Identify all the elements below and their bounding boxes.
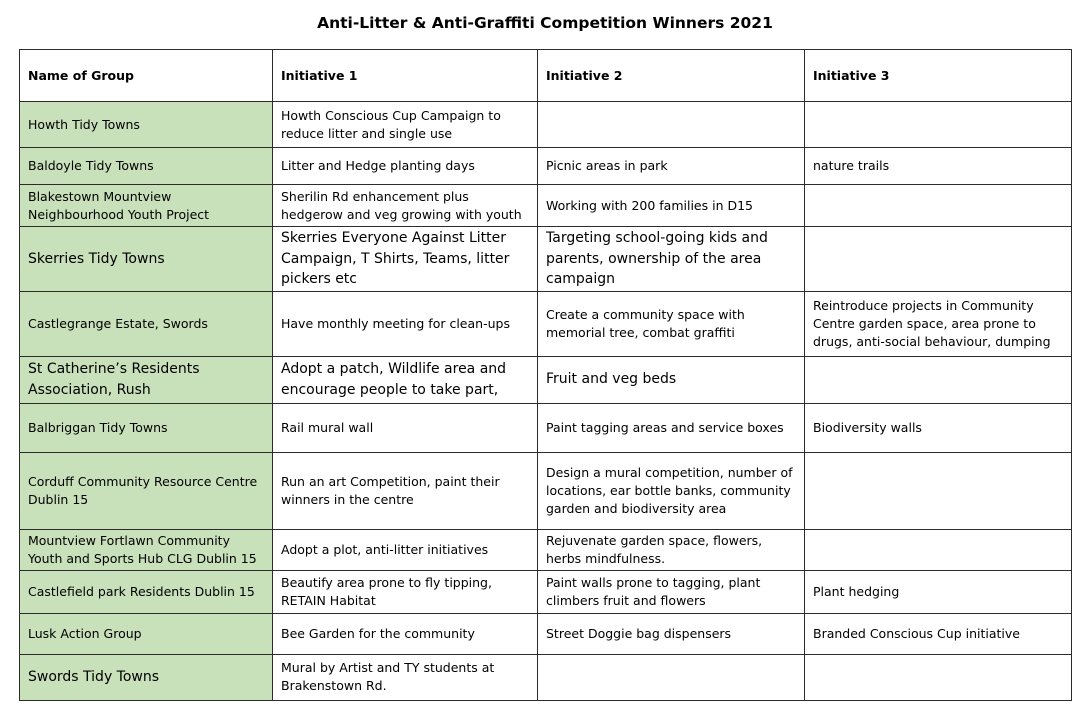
initiative-3-cell — [805, 356, 1072, 403]
initiative-1-cell: Litter and Hedge planting days — [273, 148, 538, 185]
initiative-3-cell — [805, 654, 1072, 700]
table-header-row — [20, 50, 1072, 102]
table-row — [20, 452, 1072, 529]
table-row — [20, 185, 1072, 227]
initiative-3-cell — [805, 185, 1072, 227]
group-name-cell: Castlegrange Estate, Swords — [20, 291, 273, 356]
group-name-cell: Castlefield park Residents Dublin 15 — [20, 570, 273, 613]
initiative-2-cell: Paint tagging areas and service boxes — [538, 403, 805, 452]
initiative-3-cell — [805, 102, 1072, 148]
initiative-1-cell: Skerries Everyone Against Litter Campaign, T Shirts, Teams, litter pickers etc — [273, 227, 538, 292]
group-name-cell: Swords Tidy Towns — [20, 654, 273, 700]
initiative-3-cell — [805, 529, 1072, 570]
initiative-2-cell — [538, 102, 805, 148]
table-row — [20, 529, 1072, 570]
table-row — [20, 102, 1072, 148]
initiative-2-cell: Picnic areas in park — [538, 148, 805, 185]
initiative-2-cell: Rejuvenate garden space, flowers, herbs mindfulness. — [538, 529, 805, 570]
initiative-1-cell: Howth Conscious Cup Campaign to reduce litter and single use — [273, 102, 538, 148]
group-name-cell: St Catherine’s Residents Association, Rush — [20, 356, 273, 403]
initiative-3-cell: Branded Conscious Cup initiative — [805, 613, 1072, 654]
group-name-cell: Mountview Fortlawn Community Youth and Sports Hub CLG Dublin 15 — [20, 529, 273, 570]
group-name-cell: Corduff Community Resource Centre Dublin 15 — [20, 452, 273, 529]
table-row — [20, 227, 1072, 292]
group-name-cell: Skerries Tidy Towns — [20, 227, 273, 292]
table-row — [20, 356, 1072, 403]
initiative-3-cell — [805, 227, 1072, 292]
initiative-1-cell: Have monthly meeting for clean-ups — [273, 291, 538, 356]
initiative-1-cell: Adopt a plot, anti-litter initiatives — [273, 529, 538, 570]
initiative-2-cell: Fruit and veg beds — [538, 356, 805, 403]
initiative-3-cell: Reintroduce projects in Community Centre garden space, area prone to drugs, anti-social behaviour, dumping — [805, 291, 1072, 356]
header-name-of-group: Name of Group — [20, 50, 273, 102]
table-row — [20, 613, 1072, 654]
table-row — [20, 654, 1072, 700]
initiative-2-cell: Paint walls prone to tagging, plant climbers fruit and flowers — [538, 570, 805, 613]
initiative-2-cell: Targeting school-going kids and parents, ownership of the area campaign — [538, 227, 805, 292]
initiative-2-cell: Street Doggie bag dispensers — [538, 613, 805, 654]
group-name-cell: Howth Tidy Towns — [20, 102, 273, 148]
table-row — [20, 148, 1072, 185]
initiative-2-cell: Create a community space with memorial tree, combat graffiti — [538, 291, 805, 356]
initiative-3-cell: Plant hedging — [805, 570, 1072, 613]
group-name-cell: Baldoyle Tidy Towns — [20, 148, 273, 185]
document-title: Anti-Litter & Anti-Graffiti Competition Winners 2021 — [317, 14, 773, 32]
winners-table — [19, 49, 1072, 701]
initiative-3-cell — [805, 452, 1072, 529]
initiative-1-cell: Sherilin Rd enhancement plus hedgerow and veg growing with youth — [273, 185, 538, 227]
initiative-1-cell: Bee Garden for the community — [273, 613, 538, 654]
group-name-cell: Lusk Action Group — [20, 613, 273, 654]
table-row — [20, 570, 1072, 613]
initiative-1-cell: Mural by Artist and TY students at Brakenstown Rd. — [273, 654, 538, 700]
initiative-1-cell: Adopt a patch, Wildlife area and encourage people to take part, — [273, 356, 538, 403]
initiative-3-cell: nature trails — [805, 148, 1072, 185]
group-name-cell: Balbriggan Tidy Towns — [20, 403, 273, 452]
header-initiative-1: Initiative 1 — [273, 50, 538, 102]
header-initiative-3: Initiative 3 — [805, 50, 1072, 102]
group-name-cell: Blakestown Mountview Neighbourhood Youth Project — [20, 185, 273, 227]
initiative-1-cell: Rail mural wall — [273, 403, 538, 452]
initiative-3-cell: Biodiversity walls — [805, 403, 1072, 452]
table-row — [20, 403, 1072, 452]
initiative-2-cell — [538, 654, 805, 700]
initiative-2-cell: Working with 200 families in D15 — [538, 185, 805, 227]
initiative-1-cell: Run an art Competition, paint their winners in the centre — [273, 452, 538, 529]
header-initiative-2: Initiative 2 — [538, 50, 805, 102]
initiative-1-cell: Beautify area prone to fly tipping, RETAIN Habitat — [273, 570, 538, 613]
initiative-2-cell: Design a mural competition, number of locations, ear bottle banks, community garden and biodiversity area — [538, 452, 805, 529]
table-row — [20, 291, 1072, 356]
